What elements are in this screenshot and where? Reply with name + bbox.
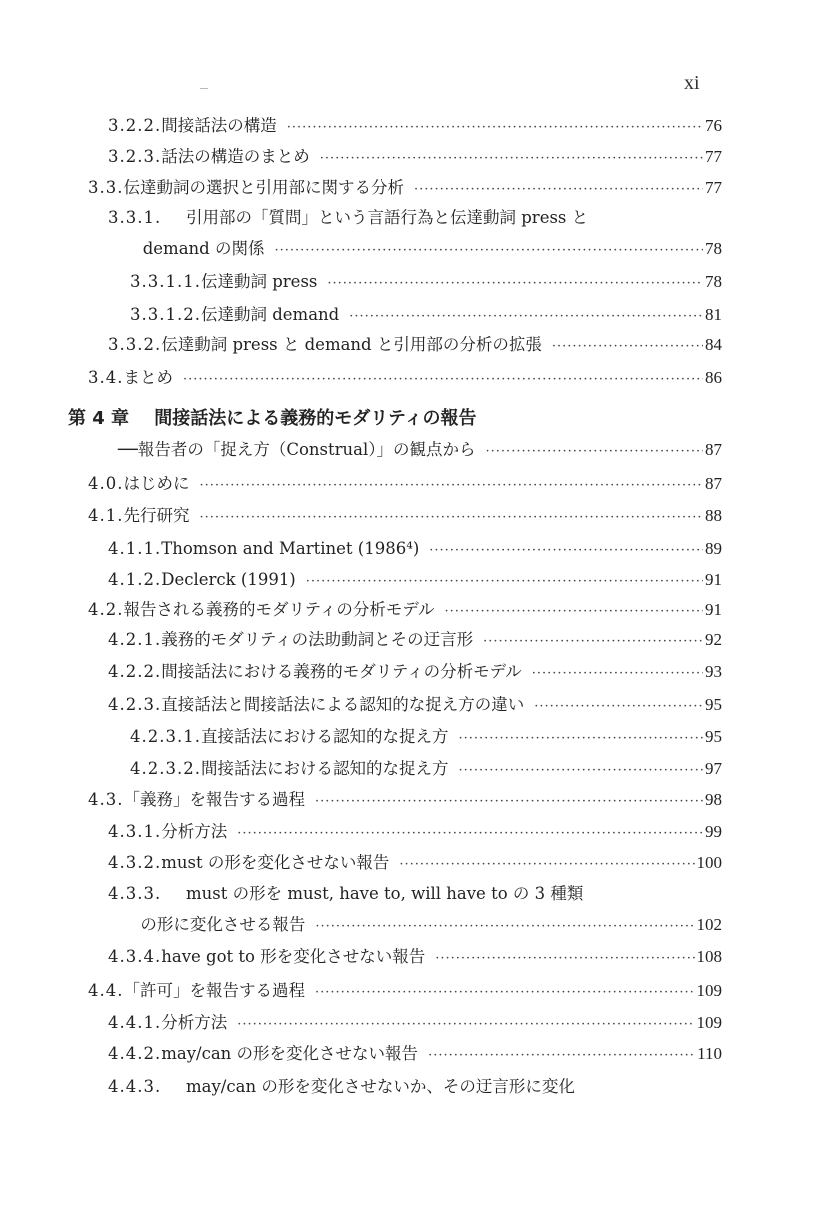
section-title: 伝達動詞の選択と引用部に関する分析 xyxy=(123,178,404,197)
section-number: 4.3.1. xyxy=(108,822,162,841)
section-number: 4.2. xyxy=(88,600,124,619)
toc-entry[interactable] xyxy=(88,365,722,391)
dot-leader xyxy=(320,146,703,172)
section-title: 義務的モダリティの法助動詞とその迂言形 xyxy=(161,630,474,649)
toc-entry[interactable] xyxy=(108,627,722,653)
page-ref: 84 xyxy=(705,335,722,354)
toc-entry[interactable] xyxy=(88,471,722,497)
page-ref: 77 xyxy=(705,147,722,166)
section-number: 3.3. xyxy=(88,178,124,197)
chapter-heading xyxy=(68,404,476,434)
section-number: 4.4. xyxy=(88,981,124,1000)
section-number: 4.2.3.1. xyxy=(130,727,201,746)
toc-entry[interactable] xyxy=(130,724,722,750)
chapter-title: 間接話法による義務的モダリティの報告 xyxy=(154,408,477,429)
section-title: 伝達動詞 demand xyxy=(200,305,340,324)
section-title: 伝達動詞 press と demand と引用部の分析の拡張 xyxy=(161,335,542,354)
page-ref: 81 xyxy=(705,305,722,324)
page-ref: 87 xyxy=(705,474,722,493)
page-ref: 91 xyxy=(705,570,722,589)
dot-leader xyxy=(183,367,703,393)
section-number: 4.3.3. xyxy=(108,884,162,903)
section-number: 4.4.2. xyxy=(108,1044,162,1063)
section-title: まとめ xyxy=(123,368,173,387)
dot-leader xyxy=(429,538,703,564)
page-ref: 87 xyxy=(705,440,722,459)
page-ref: 86 xyxy=(705,368,722,387)
section-title: Declerck (1991) xyxy=(161,570,296,589)
dot-leader xyxy=(483,629,703,655)
dot-leader xyxy=(435,946,694,972)
page-ref: 109 xyxy=(696,1013,722,1032)
toc-entry[interactable] xyxy=(108,205,722,231)
section-title: はじめに xyxy=(123,474,190,493)
section-title: 間接話法における義務的モダリティの分析モデル xyxy=(161,662,522,681)
section-title: have got to 形を変化させない報告 xyxy=(161,947,426,966)
section-number: 4.3.4. xyxy=(108,947,162,966)
toc-entry[interactable] xyxy=(108,819,722,845)
dot-leader xyxy=(349,304,703,330)
page-ref: 91 xyxy=(705,600,722,619)
section-number: 3.3.1. xyxy=(108,208,162,227)
section-title: demand の関係 xyxy=(142,239,265,258)
toc-entry[interactable] xyxy=(108,1010,722,1036)
dot-leader xyxy=(414,177,703,203)
dot-leader xyxy=(237,821,703,847)
section-title: 分析方法 xyxy=(161,822,228,841)
toc-entry[interactable] xyxy=(108,881,722,907)
toc-entry[interactable] xyxy=(130,302,722,328)
page-ref: 102 xyxy=(696,915,722,934)
section-number: 4.3. xyxy=(88,790,124,809)
page-ref: 78 xyxy=(705,239,722,258)
page-ref: 109 xyxy=(696,981,722,1000)
page-ref: 93 xyxy=(705,662,722,681)
dot-leader xyxy=(200,505,704,531)
dot-leader xyxy=(274,238,703,264)
section-number: 3.3.1.1. xyxy=(130,272,201,291)
section-number: 4.2.3.2. xyxy=(130,759,201,778)
page-ref: 97 xyxy=(705,759,722,778)
page-ref: 110 xyxy=(697,1044,722,1063)
page-ref: 88 xyxy=(705,506,722,525)
section-title: 「義務」を報告する過程 xyxy=(123,790,305,809)
section-number: 4.4.3. xyxy=(108,1077,162,1096)
dot-leader xyxy=(237,1012,694,1038)
section-number: 4.1.2. xyxy=(108,570,162,589)
section-number: 4.1.1. xyxy=(108,539,162,558)
toc-entry[interactable] xyxy=(88,787,722,813)
toc-entry[interactable] xyxy=(108,1074,722,1100)
section-title: 引用部の「質問」という言語行為と伝達動詞 press と xyxy=(186,208,589,227)
dot-leader xyxy=(306,569,703,595)
toc-entry[interactable] xyxy=(88,503,722,529)
section-number: 4.3.2. xyxy=(108,853,162,872)
toc-entry[interactable] xyxy=(130,269,722,295)
toc-entry[interactable] xyxy=(108,536,722,562)
dot-leader xyxy=(458,726,703,752)
section-title: 報告される義務的モダリティの分析モデル xyxy=(123,600,435,619)
section-title: Thomson and Martinet (1986⁴) xyxy=(161,539,420,558)
section-title: 話法の構造のまとめ xyxy=(161,147,310,166)
dot-leader xyxy=(428,1043,695,1069)
dot-leader xyxy=(532,661,703,687)
section-number: 4.2.3. xyxy=(108,695,162,714)
dot-leader xyxy=(315,789,703,815)
section-title: ──報告者の「捉え方（Construal）」の観点から xyxy=(118,440,476,459)
page-ref: 100 xyxy=(696,853,722,872)
section-title: の形に変化させる報告 xyxy=(140,915,306,934)
page-ref: 78 xyxy=(705,272,722,291)
toc-entry[interactable] xyxy=(108,144,722,170)
section-number: 3.2.3. xyxy=(108,147,162,166)
toc-entry[interactable] xyxy=(108,332,722,358)
section-title: may/can の形を変化させない報告 xyxy=(161,1044,419,1063)
toc-entry[interactable] xyxy=(108,944,722,970)
toc-entry[interactable] xyxy=(108,659,722,685)
toc-entry[interactable] xyxy=(108,113,722,139)
section-number: 4.0. xyxy=(88,474,124,493)
dot-leader xyxy=(486,439,703,465)
toc-entry[interactable] xyxy=(108,692,722,718)
toc-entry[interactable] xyxy=(108,236,722,262)
toc-entry[interactable] xyxy=(108,1041,722,1067)
toc-entry[interactable] xyxy=(88,978,722,1004)
toc-entry[interactable] xyxy=(130,756,722,782)
section-title: must の形を変化させない報告 xyxy=(161,853,390,872)
page-ref: 89 xyxy=(705,539,722,558)
chapter-number: 第 4 章 xyxy=(68,408,130,429)
page-number: xi xyxy=(684,72,700,94)
section-number: 4.4.1. xyxy=(108,1013,162,1032)
section-title: 伝達動詞 press xyxy=(200,272,318,291)
section-number: 4.2.2. xyxy=(108,662,162,681)
section-number: 3.3.2. xyxy=(108,335,162,354)
dot-leader xyxy=(445,599,703,625)
toc-entry[interactable] xyxy=(88,175,722,201)
section-title: 分析方法 xyxy=(161,1013,228,1032)
toc-entry[interactable] xyxy=(88,597,722,623)
dot-leader xyxy=(315,980,695,1006)
scan-mark xyxy=(200,88,208,89)
toc-entry[interactable] xyxy=(108,850,722,876)
dot-leader xyxy=(200,473,704,499)
dot-leader xyxy=(458,758,703,784)
page-ref: 92 xyxy=(705,630,722,649)
dot-leader xyxy=(399,852,694,878)
section-title: may/can の形を変化させないか、その迂言形に変化 xyxy=(186,1077,575,1096)
toc-entry[interactable] xyxy=(108,912,722,938)
page-ref: 99 xyxy=(705,822,722,841)
section-number: 3.3.1.2. xyxy=(130,305,201,324)
section-title: 先行研究 xyxy=(123,506,190,525)
page-ref: 76 xyxy=(705,116,722,135)
page-ref: 108 xyxy=(696,947,722,966)
dot-leader xyxy=(552,334,703,360)
section-title: 間接話法における認知的な捉え方 xyxy=(200,759,449,778)
section-title: 直接話法と間接話法による認知的な捉え方の違い xyxy=(161,695,525,714)
section-number: 4.2.1. xyxy=(108,630,162,649)
dot-leader xyxy=(327,271,703,297)
toc-entry[interactable] xyxy=(108,437,722,463)
section-number: 3.4. xyxy=(88,368,124,387)
dot-leader xyxy=(287,115,703,141)
section-number: 3.2.2. xyxy=(108,116,162,135)
section-title: 直接話法における認知的な捉え方 xyxy=(200,727,449,746)
page-ref: 77 xyxy=(705,178,722,197)
page-ref: 95 xyxy=(705,727,722,746)
page-ref: 95 xyxy=(705,695,722,714)
section-number: 4.1. xyxy=(88,506,124,525)
dot-leader xyxy=(534,694,703,720)
section-title: 「許可」を報告する過程 xyxy=(123,981,305,1000)
toc-entry[interactable] xyxy=(108,567,722,593)
dot-leader xyxy=(315,914,694,940)
section-title: 間接話法の構造 xyxy=(161,116,277,135)
section-title: must の形を must, have to, will have to の 3 種類 xyxy=(186,884,584,903)
page-ref: 98 xyxy=(705,790,722,809)
